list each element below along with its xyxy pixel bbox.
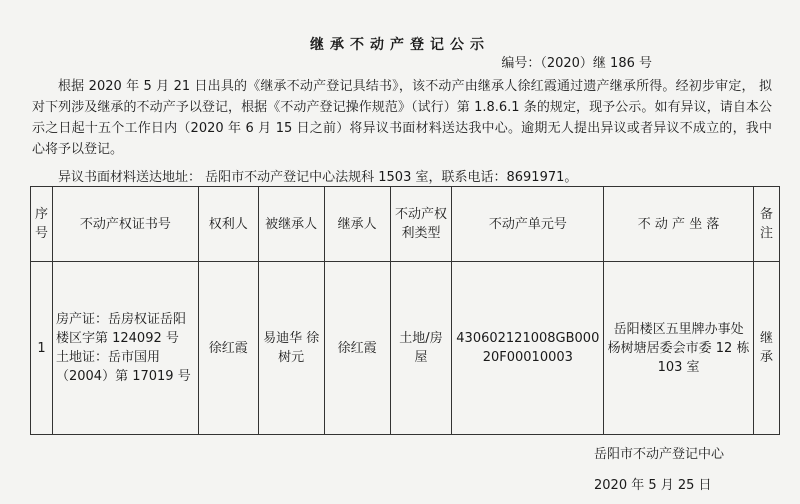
cell-unit-no: 430602121008GB00020F00010003 [452, 262, 604, 435]
cell-right-type: 土地/房屋 [390, 262, 452, 435]
cell-location: 岳阳楼区五里牌办事处杨树塘居委会市委 12 栋 103 室 [604, 262, 754, 435]
cert-house: 房产证：岳房权证岳阳楼区字第 124092 号 [55, 312, 186, 346]
cert-land: 土地证：岳市国用（2004）第 17019 号 [55, 350, 191, 384]
document-number: 编号：（2020）继 186 号 [501, 56, 652, 71]
cell-seq: 1 [31, 262, 53, 435]
header-remark: 备注 [753, 187, 779, 262]
cell-remark: 继承 [753, 262, 779, 435]
footer-date: 2020 年 5 月 25 日 [594, 478, 712, 493]
table-header-row [31, 187, 780, 262]
cell-decedent: 易迪华 徐树元 [258, 262, 324, 435]
header-right-type: 不动产权利类型 [390, 187, 452, 262]
notice-paragraph: 根据 2020 年 5 月 21 日出具的《继承不动产登记具结书》，该不动产由继承人徐红霞通过遗产继承所得。经初步审定， 拟对下列涉及继承的不动产予以登记，根据《不动产登记操作规范》（试行）第 1.8.6.1 条的规定，现予公示。如有异议，请自本公示之日起十五个工作日内（2020 年 6 月 15 日之前）将异议书面材料送达我中心。逾期无人提出异议或者异议不成立的，我中心将予以登记。 [32, 79, 772, 157]
header-seq: 序号 [31, 187, 53, 262]
header-heir: 继承人 [324, 187, 390, 262]
table-row [31, 262, 780, 435]
objection-address: 异议书面材料送达地址： 岳阳市不动产登记中心法规科 1503 室，联系电话：8691971。 [58, 170, 578, 185]
footer-organization: 岳阳市不动产登记中心 [594, 447, 725, 462]
cell-heir: 徐红霞 [324, 262, 390, 435]
page-title: 继承不动产登记公示 [310, 37, 490, 53]
header-location: 不 动 产 坐 落 [604, 187, 754, 262]
cell-owner: 徐红霞 [198, 262, 258, 435]
header-decedent: 被继承人 [258, 187, 324, 262]
cell-cert [52, 262, 198, 435]
header-cert: 不动产权证书号 [52, 187, 198, 262]
registration-table [30, 186, 780, 435]
header-owner: 权利人 [198, 187, 258, 262]
header-unit-no: 不动产单元号 [452, 187, 604, 262]
